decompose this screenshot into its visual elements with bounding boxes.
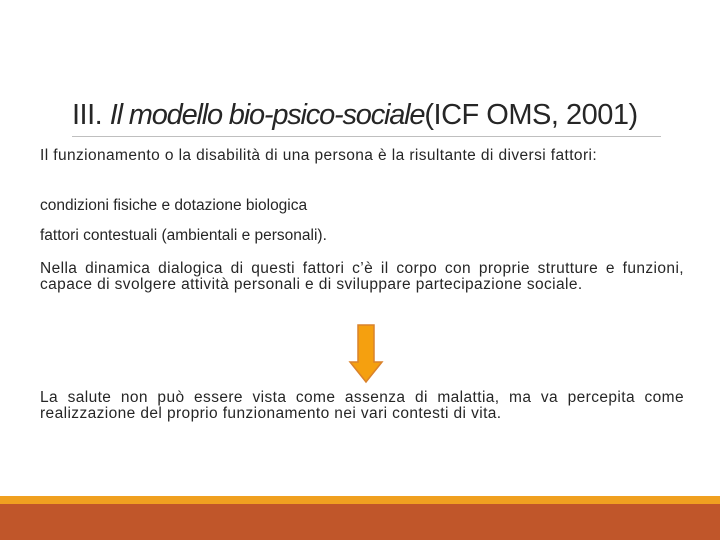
title-source: (ICF OMS, 2001) xyxy=(424,99,638,131)
dynamics-paragraph: Nella dinamica dialogica di questi fattori c’è il corpo con proprie strutture e funzioni, capace di svolgere attività personali e di sviluppare partecipazione sociale. xyxy=(40,260,684,293)
conclusion-paragraph: La salute non può essere vista come assenza di malattia, ma va percepita come realizzazione del proprio funzionamento nei vari contesti di vita. xyxy=(40,389,684,422)
arrow-down-icon xyxy=(348,324,384,384)
factor-item-contextual: fattori contestuali (ambientali e personali). xyxy=(40,227,327,244)
intro-paragraph: Il funzionamento o la disabilità di una persona è la risultante di diversi fattori: xyxy=(40,147,598,164)
title-number: III. xyxy=(72,99,103,131)
footer-band xyxy=(0,504,720,540)
title-emphasis: Il modello bio-psico-sociale xyxy=(109,99,425,131)
title-divider xyxy=(72,136,661,137)
footer-accent-stripe xyxy=(0,496,720,504)
factor-item-physical: condizioni fisiche e dotazione biologica xyxy=(40,197,308,214)
slide-title xyxy=(72,94,662,136)
